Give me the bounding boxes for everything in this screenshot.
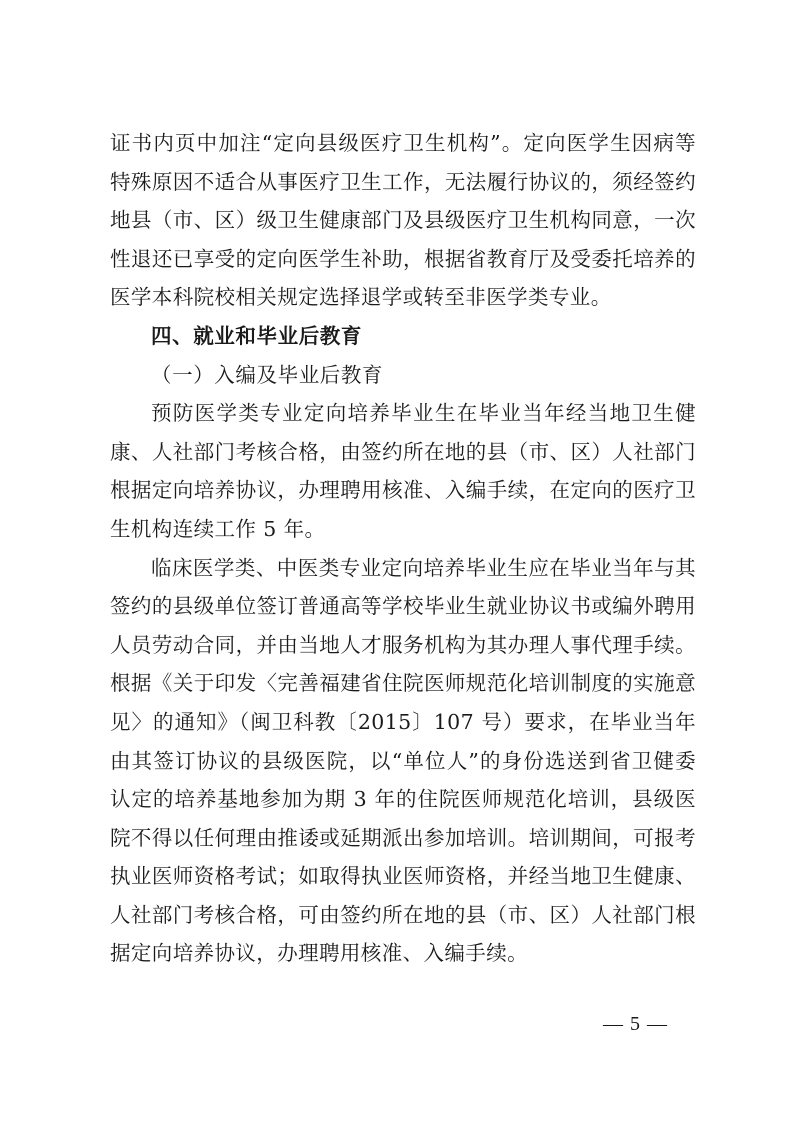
paragraph-preventive-medicine: 预防医学类专业定向培养毕业生在毕业当年经当地卫生健康、人社部门考核合格，由签约所在地的县（市、区）人社部门根据定向培养协议，办理聘用核准、入编手续，在定向的医疗卫生机构连续工作 5 年。 [110, 401, 696, 541]
body-text [110, 124, 696, 973]
paragraph-continued: 证书内页中加注“定向县级医疗卫生机构”。定向医学生因病等特殊原因不适合从事医疗卫生工作，无法履行协议的，须经签约地县（市、区）级卫生健康部门及县级医疗卫生机构同意，一次性退还已享受的定向医学生补助，根据省教育厅及受委托培养的医学本科院校相关规定选择退学或转至非医学类专业。 [110, 131, 696, 310]
subsection-heading-enrollment: （一）入编及毕业后教育 [151, 362, 384, 387]
paragraph-clinical-medicine: 临床医学类、中医类专业定向培养毕业生应在毕业当年与其签约的县级单位签订普通高等学校毕业生就业协议书或编外聘用人员劳动合同，并由当地人才服务机构为其办理人事代理手续。根据《关于印发〈完善福建省住院医师规范化培训制度的实施意见〉的通知》（闽卫科教〔2015〕107 号）要求，在毕业当年由其签订协议的县级医院，以“单位人”的身份选送到省卫健委认定的培养基地参加为期 3 年的住院医师规范化培训，县级医院不得以任何理由推诿或延期派出参加培训。培训期间，可报考执业医师资格考试；如取得执业医师资格，并经当地卫生健康、人社部门考核合格，可由签约所在地的县（市、区）人社部门根据定向培养协议，办理聘用核准、入编手续。 [110, 555, 696, 966]
section-heading-employment: 四、就业和毕业后教育 [151, 323, 362, 348]
page-number: — 5 — [603, 1013, 668, 1035]
